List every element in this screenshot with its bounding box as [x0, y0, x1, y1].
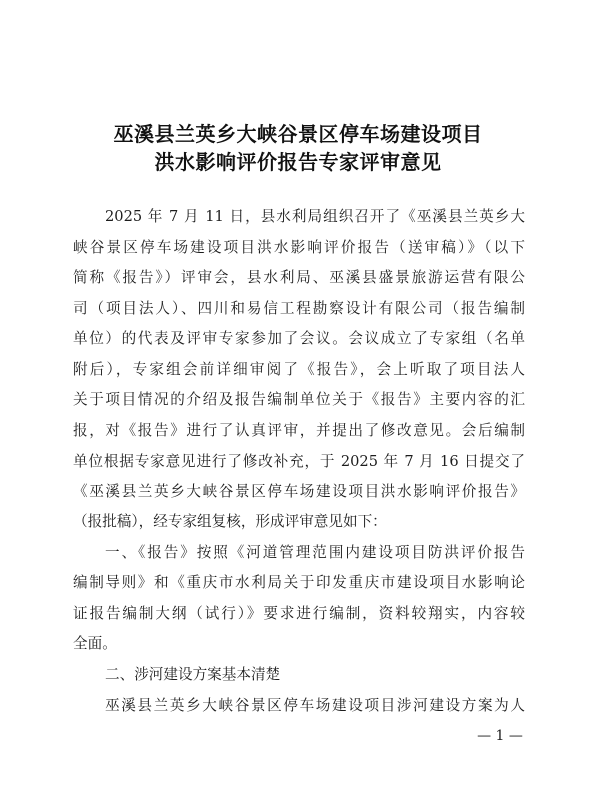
body-line-14: 证报告编制大纲（试行）》要求进行编制，资料较翔实，内容较 — [73, 605, 525, 622]
body-line-4: 司（项目法人）、四川和易信工程勘察设计有限公司（报告编制 — [73, 300, 525, 317]
body-line-15: 全面。 — [73, 635, 117, 652]
document-title-line-1: 巫溪县兰英乡大峡谷景区停车场建设项目 — [113, 122, 483, 146]
body-line-1: 2025 年 7 月 11 日，县水利局组织召开了《巫溪县兰英乡大 — [105, 208, 525, 225]
body-line-3: 简称《报告》）评审会，县水利局、巫溪县盛景旅游运营有限公 — [73, 269, 525, 286]
body-line-10: 《巫溪县兰英乡大峡谷景区停车场建设项目洪水影响评价报告》 — [73, 483, 525, 500]
body-line-2: 峡谷景区停车场建设项目洪水影响评价报告（送审稿）》（以下 — [73, 239, 525, 256]
body-line-9: 单位根据专家意见进行了修改补充，于 2025 年 7 月 16 日提交了 — [73, 453, 525, 470]
body-line-6: 附后），专家组会前详细审阅了《报告》，会上听取了项目法人 — [73, 361, 525, 378]
page-number: — 1 — — [477, 728, 523, 744]
body-line-5: 单位）的代表及评审专家参加了会议。会议成立了专家组（名单 — [73, 330, 525, 347]
body-line-8: 报，对《报告》进行了认真评审，并提出了修改意见。会后编制 — [73, 422, 525, 439]
body-line-12: 一、《报告》按照《河道管理范围内建设项目防洪评价报告 — [105, 544, 525, 561]
body-line-17: 巫溪县兰英乡大峡谷景区停车场建设项目涉河建设方案为人 — [105, 697, 525, 714]
body-line-11: （报批稿），经专家组复核，形成评审意见如下： — [73, 513, 387, 530]
body-line-13: 编制导则》和《重庆市水利局关于印发重庆市建设项目水影响论 — [73, 574, 525, 591]
document-title-line-2: 洪水影响评价报告专家评审意见 — [154, 150, 442, 174]
body-line-7: 关于项目情况的介绍及报告编制单位关于《报告》主要内容的汇 — [73, 391, 525, 408]
section-heading-2: 二、涉河建设方案基本清楚 — [105, 666, 281, 683]
